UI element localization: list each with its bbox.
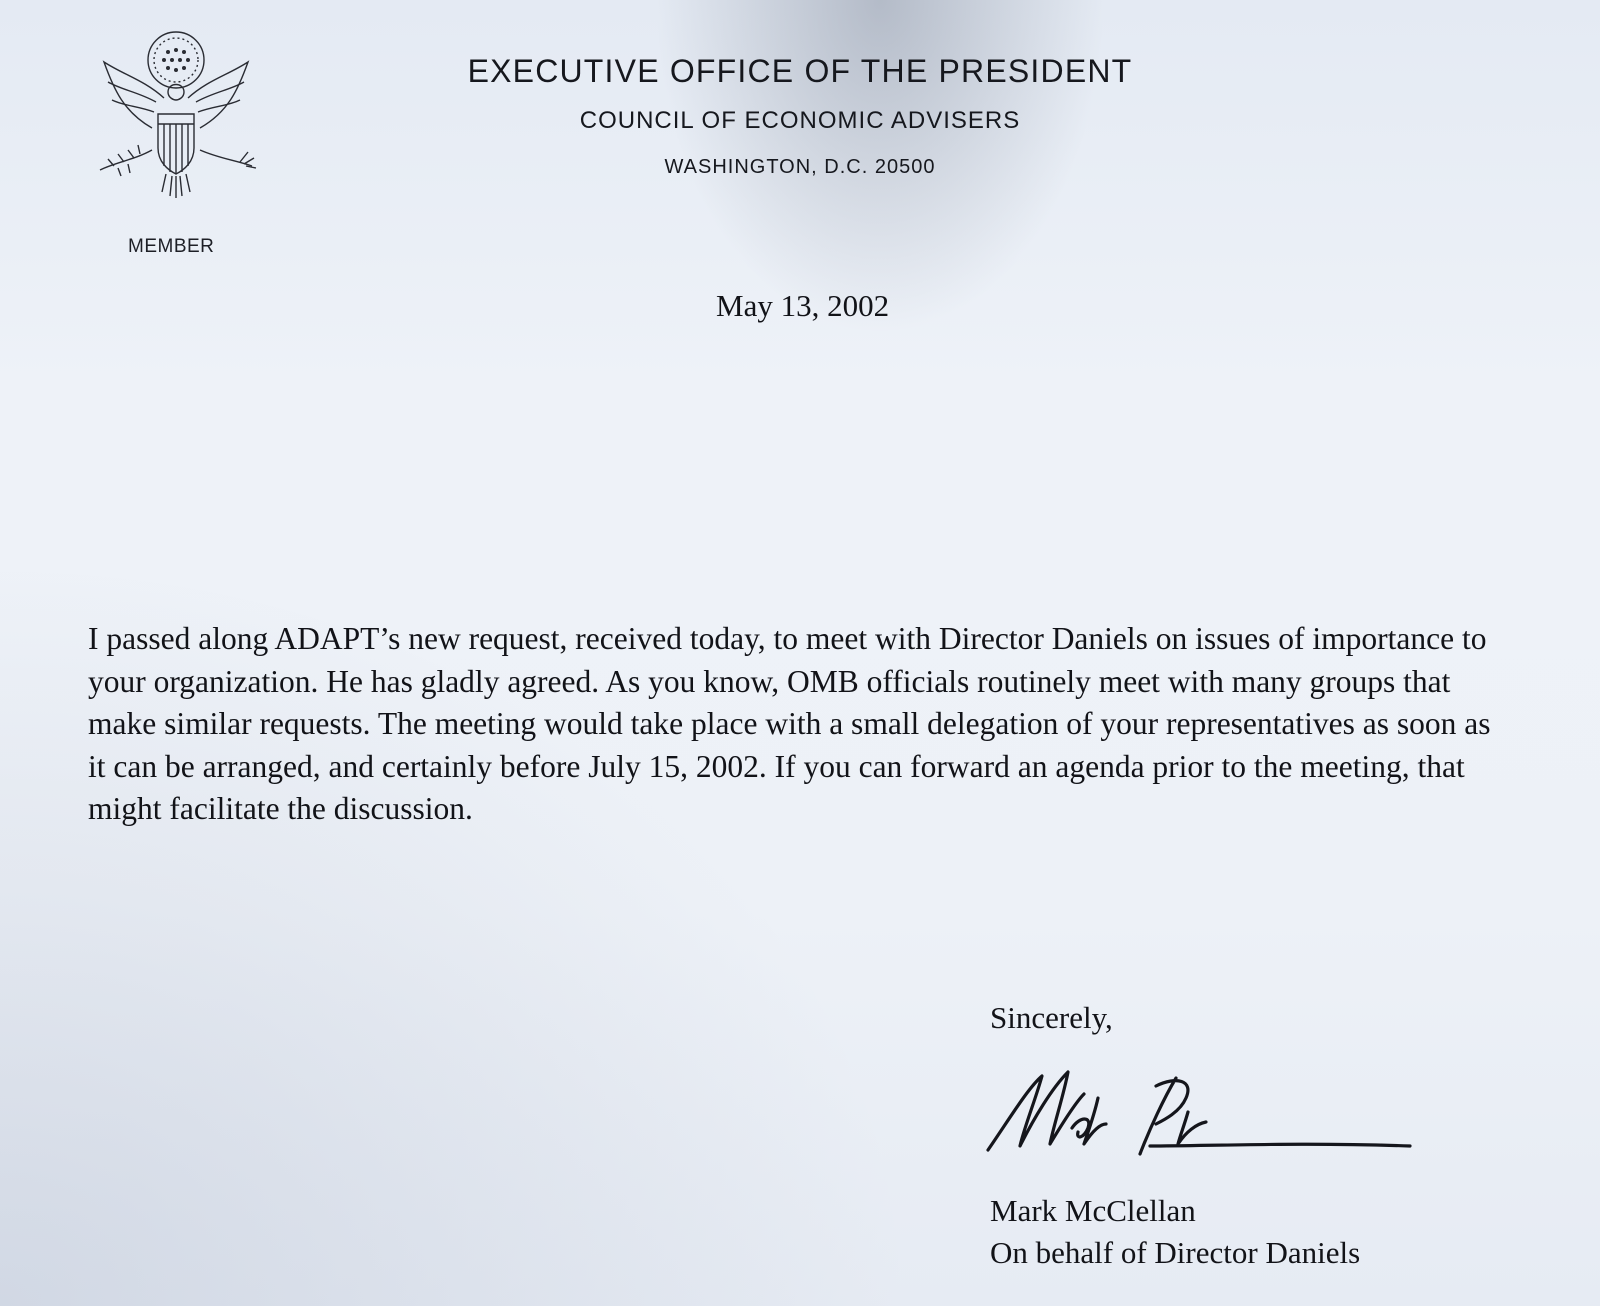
letter-closing: Sincerely, [990, 1000, 1113, 1035]
letterhead [380, 52, 1220, 180]
letter-body: I passed along ADAPT’s new request, received today, to meet with Director Daniels on issues of importance to your organization. He has gladly agreed. As you know, OMB officials routinely meet with many groups that make similar requests. The meeting would take place with a small delegation of your representatives as soon as it can be arranged, and certainly before July 15, 2002. If you can forward an agenda prior to the meeting, that might facilitate the discussion. [88, 621, 1491, 826]
signature-block [990, 1190, 1360, 1274]
office-address: WASHINGTON, D.C. 20500 [664, 156, 936, 178]
signer-role: On behalf of Director Daniels [990, 1235, 1361, 1270]
office-title: EXECUTIVE OFFICE OF THE PRESIDENT [467, 53, 1133, 89]
presidential-seal-icon [94, 20, 258, 198]
letter-date: May 13, 2002 [716, 288, 890, 323]
council-title: COUNCIL OF ECONOMIC ADVISERS [579, 107, 1021, 134]
signer-name: Mark McClellan [990, 1193, 1196, 1228]
handwritten-signature [980, 1058, 1440, 1188]
member-label: MEMBER [128, 236, 215, 257]
